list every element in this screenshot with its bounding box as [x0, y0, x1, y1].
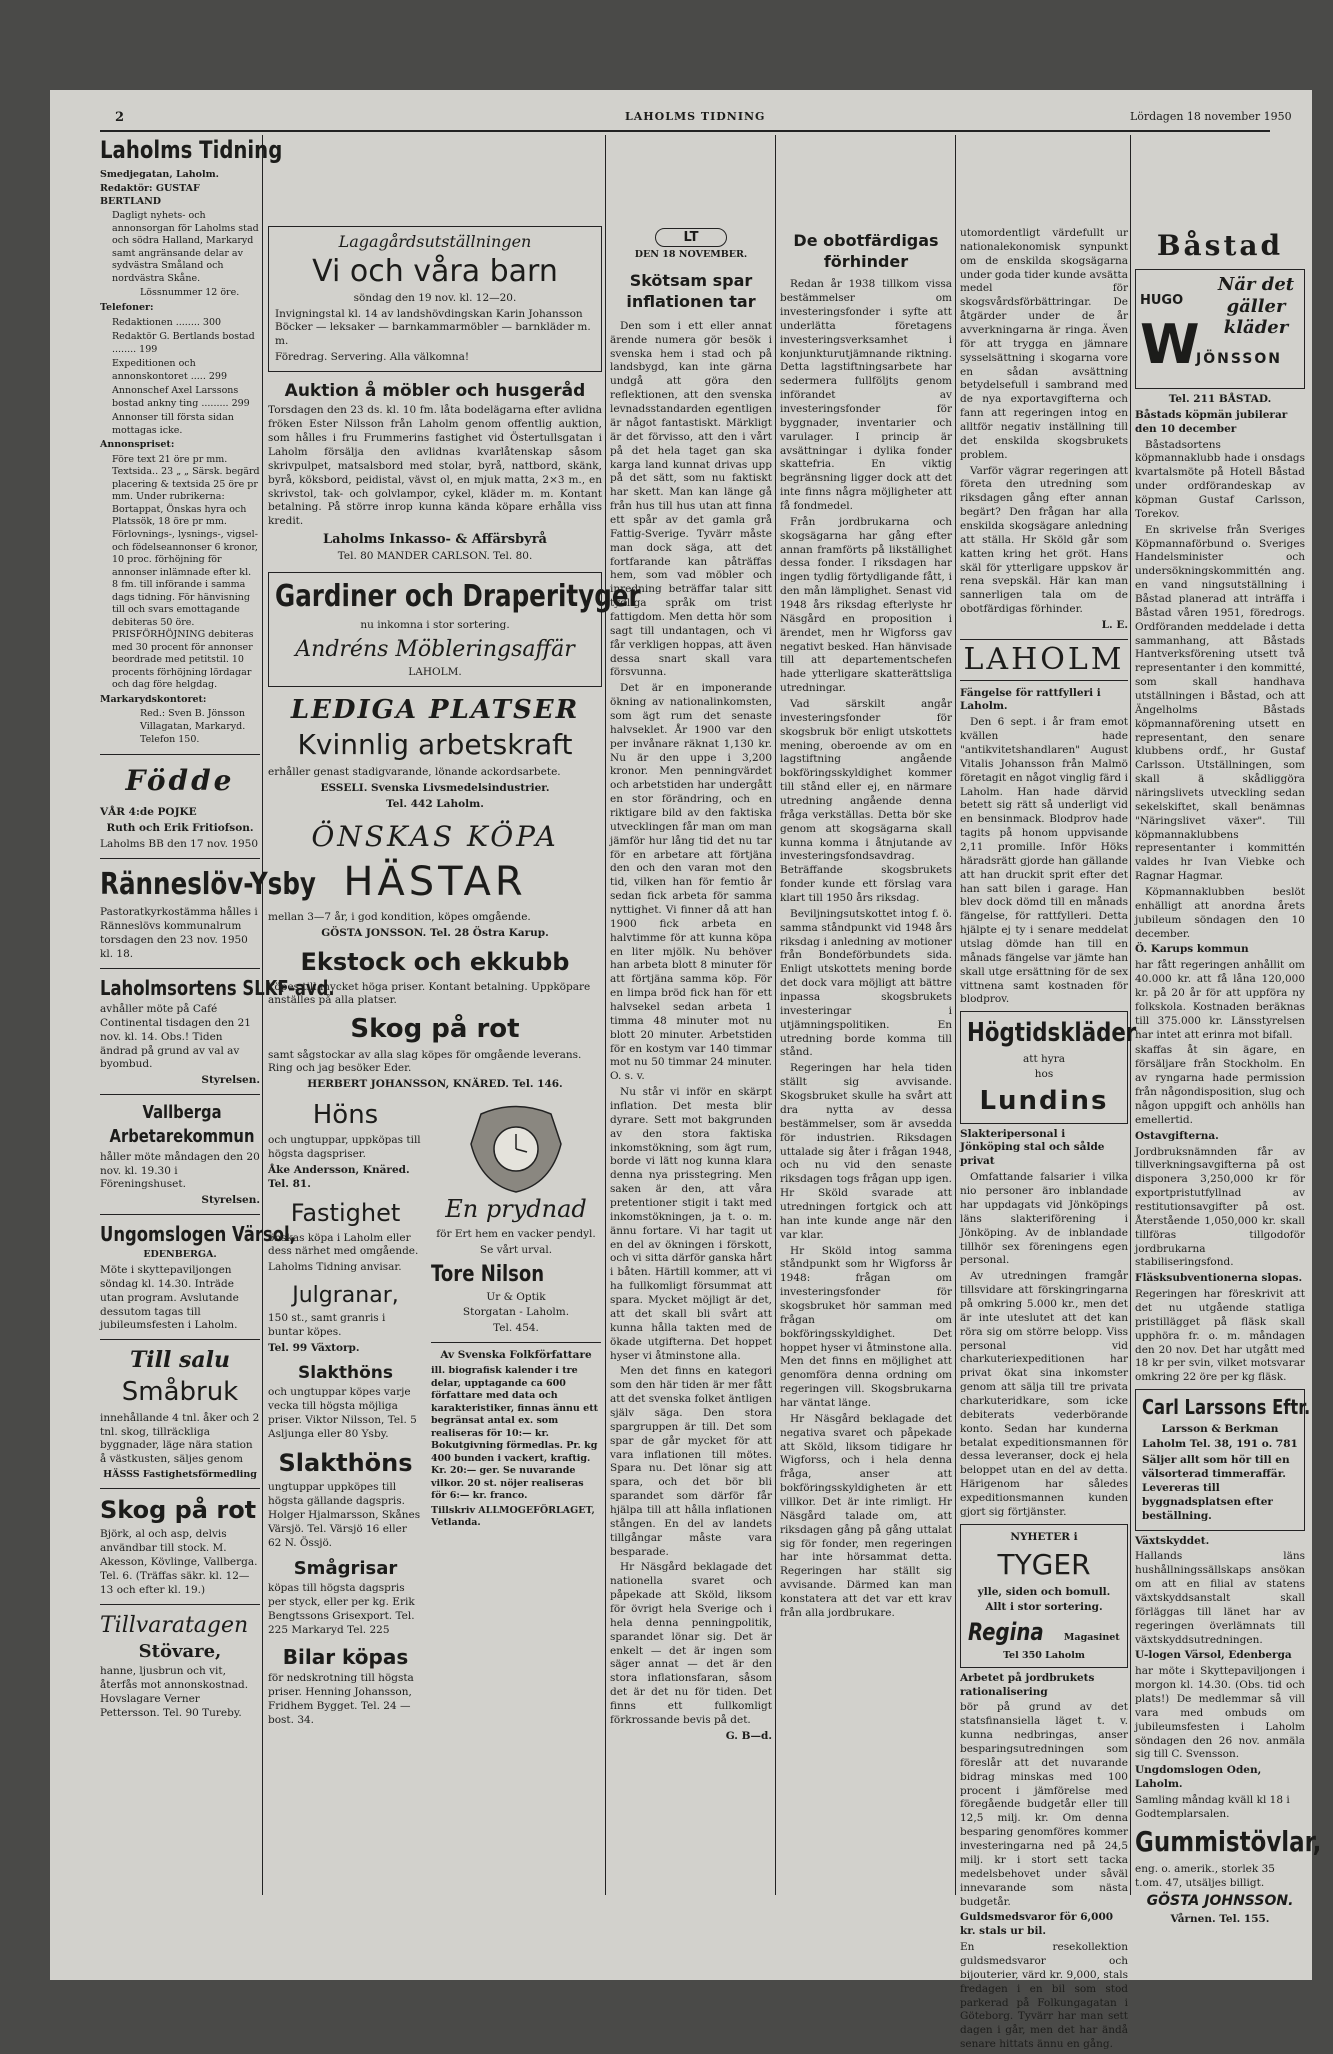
hugo-label: HUGO	[1140, 292, 1184, 308]
lagagard-title: Lagagårdsutställningen	[338, 232, 532, 251]
hons-heading: Höns	[312, 1100, 379, 1131]
smabruk-heading: Småbruk	[121, 1377, 239, 1408]
smabruk-sign: HÄSSS Fastighetsförmedling	[103, 1469, 257, 1481]
tyger-heading: TYGER	[997, 1547, 1091, 1581]
bilar-heading: Bilar köpas	[282, 1644, 409, 1669]
onskas-heading: ÖNSKAS KÖPA	[311, 820, 559, 854]
article-paragraph: Redan år 1938 tillkom vissa bestämmelser om investeringsfonder i syfte att underlätta företagens investeringsverksamhet i konjunkturutjämnande riktning. Detta lagstiftningsarbete har sedermera fullföljts genom införandet av investeringsfonder för byggnader, inventarier och varulager. I princip är avsättningar i dylika fonder skattefria. En viktig begränsning ligger dock att det inte finns några möjligheter att få fondmedel.	[780, 278, 952, 512]
markaryd-title: Markarydskontoret:	[100, 693, 207, 705]
laholm-sub: Fängelse för rattfylleri i Laholm.	[960, 686, 1101, 713]
fodde-text: VÅR 4:de POJKE	[100, 806, 197, 818]
editorial-sign: G. B—d.	[725, 1729, 772, 1742]
regina-heading: Regina	[968, 1618, 1044, 1647]
carl-sub: Larsson & Berkman	[1161, 1422, 1279, 1435]
kvinnlig-heading: Kvinnlig arbetskraft	[297, 727, 573, 761]
fastighet-text: önskas köpa i Laholm eller dess närhet med omgående.	[268, 1231, 419, 1258]
tyger-text2: Allt i stor sortering.	[985, 1601, 1103, 1614]
article-paragraph: Regeringen har hela tiden ställt sig avvisande. Skogsbruket skulle ha svårt att dra nytta av dessa bestämmelser, som är avsedda för industrien. Riksdagen uttalade sig åter i frågan 1948, och nu vid den senaste riksdagen togs frågan upp igen. Hr Sköld svarade att utredningen fortgick och att han inte kunde ange när den var klar.	[780, 1062, 952, 1241]
column-bastad	[1135, 228, 1322, 1929]
fastighet-heading: Fastighet	[290, 1198, 401, 1227]
carl-larsson-ad	[1135, 1389, 1311, 1530]
article-sign: L. E.	[1101, 619, 1128, 632]
skatter-heading: Slakteripersonal i Jönköping stal och sålde privat	[960, 1127, 1105, 1168]
phone-line: Redaktör G. Bertlands bostad ........ 199	[112, 331, 255, 355]
hugo-tel: Tel. 211 BÅSTAD.	[1168, 392, 1272, 405]
paper-name: LAHOLMS TIDNING	[625, 110, 766, 123]
carl-heading: Carl Larssons Eftr.	[1142, 1395, 1311, 1420]
gardiner-heading: Gardiner och Draperityger	[275, 579, 641, 615]
slakthons2-text: ungtuppar uppköpes till högsta gällande dagspris. Holger Hjalmarsson, Skånes Värsjö. Tel. Värsjö 16 eller 62 N. Össjö.	[268, 1481, 421, 1549]
carl-tel: Laholm Tel. 38, 191 o. 781	[1142, 1438, 1298, 1451]
gummi-text: eng. o. amerik., storlek 35 t.om. 47, utsäljes billigt.	[1135, 1862, 1275, 1889]
lediga-heading: LEDIGA PLATSER	[290, 694, 580, 725]
slkf-text: avhåller möte på Café Continental tisdagen den 21 nov. kl. 14. Obs.! Tiden ändrad på grund av val av byombud.	[100, 1003, 251, 1071]
masthead-address: Smedjegatan, Laholm.	[100, 168, 219, 180]
fastighet-sign: Laholms Tidning anvisar.	[268, 1261, 402, 1274]
carl-text: Säljer allt som hör till en välsorterad timmeraffär. Levereras till byggnadsplatsen efter beställning.	[1142, 1454, 1290, 1522]
lt-logo: LT	[655, 228, 727, 247]
skog-text: Björk, al och asp, delvis användbar till stock. M. Akesson, Kövlinge, Vallberga. Tel. 6. (Träffas säkr. kl. 12—13 och efter kl. 19.)	[100, 1528, 258, 1596]
article-title: De obotfärdigas förhinder	[793, 231, 939, 272]
julgranar-heading: Julgranar,	[292, 1283, 399, 1309]
editorial-paragraph: Det är en imponerande ökning av nationalinkomsten, som ägt rum det senaste halvseklet. År 1900 var den per invånare räknat 1,130 kr. Nu är den uppe i 3,200 kronor. Men penningvärdet och arbetstiden har undergått en stor förändring, och en riktigare bild av den faktiska utvecklingen får man om man jämför hur lång tid det nu tar för en arbetare att förtjäna den och den varan mot den tid, vilken han för femtio år sedan fick arbeta för samma nyttighet. Vi finner då att han 1900 fick arbeta en halvtimme för att kunna köpa en liter mjölk. Nu behöver han arbeta blott 8 minuter för att förtjäna samma köp. För en limpa bröd fick han för ett halvsekel sedan arbeta 1 timma 48 minuter mot nu blott 20 minuter. Arbetstiden för en kostym var 140 timmar mot nu 50 timmar 24 minuter. O. s. v.	[610, 682, 772, 1083]
column-news	[960, 225, 1137, 2054]
slkf-heading: Laholmsortens SLKF-avd.	[100, 975, 335, 1000]
masthead-about: Dagligt nyhets- och annonsorgan för Laholms stad och södra Halland, Markaryd samt angränsande delar av sydvästra Småland och nordvästra Skåne.	[112, 210, 259, 284]
slakthons2-heading: Slakthöns	[278, 1448, 413, 1477]
ostav-text: Jordbruksnämnden får av tillverkningsavgifterna på ost disponera 3,250,000 kr för exportpristutfyllnad av restitutionsavgifter på ost. Återstående 1,050,000 kr. skall tillföras tillgodoför jordbrukarna stabiliseringsfond.	[1135, 1145, 1305, 1269]
gummi-heading: Gummistövlar,	[1135, 1824, 1322, 1858]
slkf-sign: Styrelsen.	[201, 1074, 260, 1087]
tillsalu-heading: Till salu	[129, 1347, 231, 1374]
stovare-text: hanne, ljusbrun och vit, återfås mot annonskostnad. Hovslagare Verner Pettersson. Tel. 90 Tureby.	[100, 1665, 249, 1719]
lagagard-ad	[268, 226, 602, 372]
masthead-editor: Redaktör: GUSTAF BERTLAND	[100, 183, 200, 207]
ulogen-heading: U-logen Värsol, Edenberga	[1135, 1649, 1292, 1662]
editorial-paragraph: Den som i ett eller annat ärende numera gör besök i svenska hem i stad och på landsbygd, kan inte gärna undgå att göra den reflektionen, att den svenska levnadsstandarden egentligen är något fantastiskt. Märkligt är det förvisso, att den i vårt på det hela taget gan ska karga land kunnat drivas upp på det sätt, som nu faktiskt har skett. Man kan länge gå från hus till hus utan att finna ett spår av det gamla grå Fattig-Sverige. Tyvärr måste man dock säga, att det fortfarande kan påträffas hem, som vad möbler och inredning beträffar talar sitt tydliga språk om trist fattigdom. Men detta hör som sagt till undantagen, och vi får verkligen hoppas, att även dessa snart skall vara försvunna.	[610, 319, 772, 679]
tyger-ad	[960, 1524, 1128, 1668]
article-paragraph: Vad särskilt angår investeringsfonder för skogsbruk bör enligt utskottets mening, oberoende av om en lagstiftning angående bokföringsskyldighet kommer till stånd eller ej, en närmare utredning angående denna fråga verkställas. Detta bör ske genom att skogsägarna skall kunna komma i åtnjutande av investeringsfondsavdrag. Beträffande skogsbrukets fonder kunde ett förslag vara klart till 1950 års riksdag.	[780, 698, 952, 905]
stovare-heading: Stövare,	[138, 1640, 222, 1662]
tore-heading: Tore Nilson	[431, 1261, 545, 1287]
lagagard-text: Invigningstal kl. 14 av landshövdingskan Karin Johansson Böcker — leksaker — barnkammarmöbler — barnkläder m. m.	[275, 307, 591, 348]
hons-sign: Åke Andersson, Knäred. Tel. 81.	[268, 1164, 410, 1191]
vallberga-sign: Styrelsen.	[201, 1194, 260, 1207]
smagris-heading: Smågrisar	[293, 1557, 398, 1579]
guld-heading: Guldsmedsvaror för 6,000 kr. stals ur bil.	[960, 1911, 1114, 1938]
page-header	[70, 110, 1293, 130]
arbete-text: bör på grund av det statsfinansiella läget t. v. kunna nedbringas, anser besparingsutredningen som föreslår att det nuvarande bidrag minskas med 100 procent i jämförelse med föregående budgetår eller till 12,5 milj. kr. Om denna besparing genomföres kommer investeringarna ned på 24,5 milj. kr i stort sett tacka medelsbehovet under såväl innevarande som nästa budgetår.	[960, 1701, 1128, 1908]
editorial-paragraph: Nu står vi inför en skärpt inflation. Det mesta blir dyrare. Sett mot bakgrunden av den stora faktiska inkomstökning, som ägt rum, borde vi lätt nog kunna klara denna nya prisstegring. Men saken är den, att våra pretentioner stigit i takt med inkomstökningen, ja t. o. m. ännu fortare. Vi har tagit ut en del av ökningen i förskott, och vi sitta därför ganska hårt i båten. Härtill kommer, att vi ha fullkomligt försummat att spara. Mycket möjligt är det, att det skall bli svårt att kunna hålla takten med de ökade utgifterna. Det hoppet hyser vi åtminstone alla.	[610, 1086, 772, 1362]
skogrot-text: samt sågstockar av alla slag köpes för omgående leverans. Ring och jag besöker Eder.	[268, 1048, 582, 1075]
article-continued: utomordentligt värdefullt ur nationalekonomisk synpunkt om de enskilda skogsägarna under goda tider kunde avsätta medel för skogsvårdsförbättringar. De åtgärder under de år avverkningarna är ringa. Även för att trygga en jämnare sysselsättning i skogarna vore en sådan avsättning betydelsefull i sambrand med de nya exportavgifterna och fann att regeringen intog en alltför negativ inställning till det enskilda skogsbrukets problem.	[960, 227, 1128, 461]
hogtid-sub: att hyra	[1022, 1052, 1065, 1065]
editorial-paragraph: Men det finns en kategori som den här tiden är mer fått att det svenska folket äntligen själv säga. Den stora spargruppen är till. Det som spar de går mycket för att vara inflationen till mötes. Spara nu. Det lönar sig att spara, och det bör bli sparandet som därför får hjälpa till att hålla inflationen stången. En del av landets tillgångar måste vara besparade.	[610, 1365, 772, 1558]
auktion-heading: Auktion å möbler och husgeråd	[284, 381, 586, 401]
prydnad-text: för Ert hem en vacker pendyl.	[436, 1227, 596, 1240]
arbete-heading: Arbetet på jordbrukets rationalisering	[960, 1671, 1095, 1698]
skatter-text: Omfattande falsarier i vilka nio personer äro inblandade har uppdagats vid Jönköpings läns slakteriförening i Jönköping. Av de inblandade tillhör sex föreningens egen personal.	[960, 1171, 1128, 1267]
bilar-text: för nedskrotning till högsta priser. Henning Johansson, Fridhem Bygget. Tel. 24 — bost. 34.	[268, 1672, 414, 1726]
forf-heading: Av Svenska Folkförfattare	[440, 1349, 592, 1362]
forf-text: ill. biografisk kalender i tre delar, upptagande ca 600 författare med data och karakteristiker, finnas ännu ett begränsat antal ex. som realiseras för 10:— kr. Bokutgivning förmedlas. Pr. kg 400 bunden i vackert, kraftig. Kr. 20:— ger. Se nuvarande vilkor. 20 st. nöjer realiseras för 6:— kr. franco.	[431, 1364, 598, 1502]
vallberga-heading: Vallberga Arbetarekommun	[109, 1102, 255, 1147]
hons-text: och ungtuppar, uppköpas till högsta dagspriser.	[268, 1134, 421, 1161]
slakthons1-text: och ungtuppar köpes varje vecka till högsta möjliga priser. Viktor Nilsson, Tel. 5 Asljunga eller 80 Ysby.	[268, 1386, 417, 1440]
fodde-heading: Födde	[125, 764, 235, 798]
small-ads-right	[431, 1098, 601, 1729]
phone-line: Annonschef Axel Larssons bostad ankny ting ......... 299	[112, 385, 250, 409]
column-ads	[268, 222, 641, 1730]
rannes-text: Pastoratkyrkostämma hålles i Ränneslövs kommunalrum torsdagen den 23 nov. 1950 kl. 18.	[100, 906, 258, 960]
hastar-text: mellan 3—7 år, i god kondition, köpes omgående.	[268, 911, 531, 924]
tyger-text: ylle, siden och bomull.	[977, 1585, 1111, 1598]
julgranar-text: 150 st., samt granris i buntar köpes.	[268, 1312, 386, 1339]
laholm-text: Den 6 sept. i år fram emot kvällen hade "antikvitetshandlaren" August Vitalis Johansson från Malmö företagit en något vinglig färd i Laholm. Han hade därvid betett sig rätt så underligt vid en bensinmack. Blodprov hade tagits på honom uppvisande 2,11 promille. Inför Höks häradsrätt gjorde han gällande att han druckit sprit efter det han satt bilen i garage. Han blev dock dömd till en månads fängelse, för rattfylleri. Detta hjälpte ej ty i senare meddelat utslag dömde han till en månads fängelse var jämte han skall utge ersättning för de sex vittnena samt kostnaden för blodprov.	[960, 716, 1128, 1006]
jub-heading: Båstads köpmän jubilerar den 10 december	[1135, 408, 1288, 435]
price-title: Annonspriset:	[100, 439, 175, 451]
gardiner-sub: nu inkomna i stor sortering.	[360, 618, 510, 631]
lagagard-main: Vi och våra barn	[312, 254, 558, 290]
vaxt-heading: Växtskyddet.	[1135, 1534, 1210, 1547]
fodde-place: Laholms BB den 17 nov. 1950	[100, 837, 259, 850]
karup-text: har fått regeringen anhållit om 40.000 kr. att få låna 120,000 kr. på 20 år för att uppföra ny folkskola. Kostnaden beräknas till 375.000 kr. Länsstyrelsen har intet att erinra mot bifall.	[1135, 959, 1305, 1041]
pendulum-clock-illustration	[441, 1104, 591, 1194]
column-article	[780, 230, 952, 1623]
oden-text: Samling måndag kväll kl 18 i Godtemplarsalen.	[1135, 1793, 1290, 1820]
page-number: 2	[115, 110, 125, 125]
masthead-title: Laholms Tidning	[100, 136, 283, 164]
hugo-jonsson-ad	[1135, 269, 1305, 389]
phones-title: Telefoner:	[100, 301, 154, 313]
tillvara-heading: Tillvaratagen	[100, 1612, 249, 1638]
phone-line: Redaktionen ........ 300	[112, 316, 222, 328]
auktion-tel: Tel. 80 MANDER CARLSON. Tel. 80.	[337, 550, 533, 563]
slakthons1-heading: Slakthöns	[298, 1362, 393, 1383]
skogrot-heading: Skog på rot	[350, 1014, 520, 1045]
julgranar-tel: Tel. 99 Växtorp.	[268, 1341, 360, 1354]
gummi-sign: GÖSTA JOHNSSON.	[1146, 1893, 1294, 1910]
editorial-title: Skötsam spar inflationen tar	[626, 270, 756, 311]
fodde-names: Ruth och Erik Fritiofson.	[106, 821, 254, 834]
phone-note: Annonser till första sidan mottagas icke.	[112, 412, 234, 436]
rannes-heading: Ränneslöv-Ysby	[100, 866, 316, 902]
ekstock-text: köpes till mycket höga priser. Kontant betalning. Uppköpare anställes på alla platser.	[268, 980, 591, 1007]
guld-text: En resekollektion guldsmedsvaror och bijouterier, värd kr. 9,000, stals fredagen i en bil som stod parkerad på Folkungagatan i Göteborg. Tyvärr har man sett dagen i går, men det har ändå senare hittats ännu en gång.	[960, 1941, 1128, 2051]
ungom-text: Möte i skyttepaviljongen söndag kl. 14.30. Inträde utan program. Avslutande dessutom tagas till jubileumsfesten i Laholm.	[100, 1264, 239, 1332]
regina-sub: Magasinet Tel 350 Laholm	[1003, 1632, 1120, 1661]
karup-heading: Ö. Karups kommun	[1135, 943, 1249, 956]
jub-text: En skrivelse från Sveriges Köpmannaförbund o. Sveriges Handelsminister och undersökningskommittén ang. en vand ningsutställning i Båstad planerad att inträffa i Båstad våren 1951, föredrogs. Ordföranden meddelade i detta sammanhang, att Båstads Hantverksförening utsett två representanter i den kommitté, som skall handhava utställningen i Båstad, och att Ängelholms Båstads köpmannaförening utsett en representant, den senare klubbens ordf., hr Gustaf Carlsson. Utställningen, som skall ä skådliggöra näringslivets utveckling sedan sekelskiftet, skall benämnas "Näringslivet växer". Till köpmannaklubbens representanter i kommittén valdes hr Ivan Viebke och Ragnar Hagmar.	[1135, 523, 1305, 883]
skatter-text: Av utredningen framgår tillsvidare att förskingringarna på omkring 5.000 kr., men det är inte uteslutet att det kan röra sig om större belopp. Viss personal vid charkuteriexpeditionen har privat ökat sina inkomster genom att sälja till tre privata charkuteridkare, som icke debiterats vederbörande konto. Sedan har kunderna betalat expeditionsmannen för dessa leveranser, dock ej hela beloppet utan en del av detta. Härigenom har således expeditionsmannen kunden gjort sig förtjänster.	[960, 1270, 1128, 1518]
auktion-sign: Laholms Inkasso- & Affärsbyrå	[323, 532, 547, 548]
flask-heading: Fläsksubventionerna slopas.	[1135, 1272, 1303, 1285]
auktion-text: Torsdagen den 23 ds. kl. 10 fm. låta bodelägarna efter avlidna fröken Ester Nilsson från Laholm genom offentlig auktion, som hålles i fru Frummerins fastighet vid Östertullsgatan i Laholm försälja den avlidnas kvarlåtenskap såsom skrivpulpet, matsalsbord med stolar, byrå, nattbord, skänk, byrå, köksbord, peidistal, vävst ol, en mjuk matta, 2×3 m., en skrivstol, tak- och golvlampor, cykel, kläder m. m. Kontant betalning. På större inrop kunna kända köpare erhålla viss kredit.	[268, 404, 602, 528]
hogtid-heading: Högtidskläder	[967, 1018, 1137, 1049]
karup-text: skaffas åt sin ägare, en försäljare från Stockholm. En av ryngarna hade permission från någondisposition, slug och någon uppgift och anhölls han emellertid.	[1135, 1044, 1305, 1126]
vallberga-text: håller möte måndagen den 20 nov. kl. 19.30 i Föreningshuset.	[100, 1150, 260, 1191]
tore-sub: Ur & Optik	[486, 1290, 546, 1303]
tyger-top: NYHETER i	[1010, 1530, 1078, 1543]
lt-date: DEN 18 NOVEMBER.	[634, 249, 748, 261]
hogtid-ad	[960, 1011, 1137, 1123]
markaryd-text: Red.: Sven B. Jönsson Villagatan, Markaryd. Telefon 150.	[140, 708, 246, 745]
kvinnlig-text: erhåller genast stadigvarande, lönande ackordsarbete.	[268, 765, 561, 778]
oden-heading: Ungdomslogen Oden, Laholm.	[1135, 1764, 1262, 1791]
article-continued: Varför vägrar regeringen att företa den utredning som riksdagen gång efter annan begärt? Den frågan har alla enskilda skogsägare anledning att ställa. Hr Sköld går som katten kring het gröt. Hans skäl för ytterligare uppskov är rena svepskäl. Här kan man sannerligen tala om de obotfärdigas förhinder.	[960, 464, 1128, 616]
article-paragraph: Hr Sköld intog samma ståndpunkt som hr Wigforss år 1948: frågan om investeringsfonder för skogsbruket hör samman med frågan om bokföringsskyldighet. Det hoppet hyser vi åtminstone alla. Men det finns en möjlighet att genomföra denna ordning om regeringen vill. Skogsbrukarna har väntat länge.	[780, 1244, 952, 1409]
article-paragraph: Beviljningsutskottet intog f. ö. samma ståndpunkt vid 1948 års riksdag i anledning av motioner från Bondeförbundets sida. Enligt utskottets mening borde det dock vara möjligt att bättre inpassa skogsbrukets investeringar i utjämningspolitiken. En utredning borde komma till stånd.	[780, 907, 952, 1059]
masthead-subscription: Lössnummer 12 öre.	[140, 287, 240, 299]
jub-text: Köpmannaklubben beslöt enhälligt att anordna årets jubileum söndagen den 10 december.	[1135, 886, 1305, 940]
ostav-heading: Ostavgifterna.	[1135, 1129, 1219, 1142]
esseli-tel: Tel. 442 Laholm.	[386, 797, 484, 810]
small-ads-left	[268, 1098, 423, 1729]
tore-tel: Tel. 454.	[493, 1322, 539, 1335]
issue-date: Lördagen 18 november 1950	[1130, 110, 1292, 123]
andrens-heading: Andréns Möbleringsaffär	[295, 636, 575, 662]
lagagard-date: söndag den 19 nov. kl. 12—20.	[353, 291, 517, 304]
andrens-place: LAHOLM.	[408, 665, 462, 678]
smagris-text: köpas till högsta dagspris per styck, eller per kg. Erik Bengtssons Grisexport. Tel. 225 Markaryd Tel. 225	[268, 1582, 415, 1636]
jub-text: Båstadsortens köpmannaklubb hade i onsdags kvartalsmöte på Hotell Båstad under ordförandeskap av köpman Gustaf Carlsson, Torekov.	[1135, 438, 1305, 520]
gardiner-ad	[268, 572, 641, 686]
hugo-w-logo: W	[1140, 312, 1200, 376]
lagagard-foot: Föredrag. Servering. Alla välkomna!	[275, 351, 470, 364]
hugo-slogan: När det gäller kläder	[1217, 273, 1295, 339]
skogrot-sign: HERBERT JOHANSSON, KNÄRED. Tel. 146.	[307, 1078, 563, 1091]
lundins-heading: Lundins	[979, 1086, 1109, 1117]
ekstock-heading: Ekstock och ekkubb	[300, 947, 570, 976]
forf-sign: Tillskriv ALLMOGEFÖRLAGET, Vetlanda.	[431, 1504, 595, 1529]
skog-heading: Skog på rot	[100, 1495, 257, 1524]
article-paragraph: Hr Näsgård beklagade det negativa svaret och påpekade att Sköld, liksom tidigare hr Wigforss, och i hela denna fråga, anser att bokföringsskyldigheten är ett villkor. Det är inte rimligt. Hr Näsgård talade om, att riksdagen gång på gång uttalat sig för fonder, men regeringen har inte hörsammat detta. Regeringen har ställt sig avvisande. Därmed kan man konstatera att det var ett krav från alla jordbrukare.	[780, 1412, 952, 1619]
esseli-sign: ESSELI. Svenska Livsmedelsindustrier.	[320, 781, 550, 794]
editorial-paragraph: Hr Näsgård beklagade det nationella svaret och påpekade att Sköld, liksom för övrigt hela Sverige och i hela denna penningpolitik, sparandet lönar sig. Det är enkelt — det är ingen som säger annat — det är den stora inflationsfaran, såsom det är det nu för tiden. Det finns ett fullkomligt förkrossande bevis på det.	[610, 1561, 772, 1726]
article-paragraph: Från jordbrukarna och skogsägarna har gång efter annan framförts på likställighet dessa fonder. I riksdagen har ingen tydlig förtydligande fått, i den mån lämplighet. Senast vid 1948 års riksdag efterlyste hr Näsgård en proposition i ärendet, men hr Wigforss gav negativt besked. Han hänvisade till att departementschefen hade ytterligare skatterättsliga utredningar.	[780, 515, 952, 695]
prydnad-text2: Se vårt urval.	[479, 1243, 553, 1256]
phone-line: Expeditionen och annonskontoret ..... 299	[112, 358, 227, 382]
smabruk-text: innehållande 4 tnl. åker och 2 tnl. skog, tillräckliga byggnader, läge nära station å västkusten, säljes genom	[100, 1411, 260, 1466]
hastar-sign: GÖSTA JONSSON. Tel. 28 Östra Karup.	[321, 926, 549, 939]
price-text: Före text 21 öre pr mm. Textsida.. 23 „ „ Särsk. begärd placering & textsida 25 öre pr mm. Under rubrikerna: Bortappat, Önskas hyra och Platssök, 18 öre pr mm. Förlovnings-, lysnings-, vigsel- och födelseannonser 6 kronor, 10 proc. förhöjning för annonser inlämnade efter kl. 8 fm. till införande i samma dags tidning. För hänvisning till och svars emottagande debiteras 50 öre. PRISFÖRHÖJNING debiteras med 30 procent för annonser beordrade med petitstil. 10 procents förhöjning lördagar och dag före helgdag.	[112, 453, 260, 691]
jonsson-label: JÖNSSON	[1196, 350, 1282, 367]
hastar-heading: HÄSTAR	[343, 859, 527, 906]
vaxt-text: Hallands läns hushållningssällskaps ansökan om att en filial av statens växtskyddsanstalt skall förläggas till länet har av regeringen överlämnats till växtskyddsutredningen.	[1135, 1550, 1305, 1646]
column-editorial	[610, 228, 772, 1746]
ungom-sub: EDENBERGA.	[143, 1249, 217, 1261]
tore-addr: Storgatan - Laholm.	[462, 1306, 570, 1319]
flask-text: Regeringen har föreskrivit att det nu utgående statliga pristillägget på fläsk skall upphöra fr. o. m. måndagen den 20 nov. Det har utgått med 18 kr per svin, vilket motsvarar omkring 22 öre per kg fläsk.	[1135, 1288, 1305, 1384]
bastad-heading: Båstad	[1156, 229, 1284, 262]
prydnad-heading: En prydnad	[445, 1195, 587, 1224]
ulogen-text: har möte i Skyttepaviljongen i morgon kl. 14.30. (Obs. tid och plats!) De medlemmar så vill vara med ombuds om jubileumsfesten i Laholm söndagen den 26 nov. anmäla sig till C. Svensson.	[1135, 1665, 1305, 1761]
ungom-heading: Ungomslogen Värsol,	[100, 1222, 296, 1247]
laholm-heading: LAHOLM	[960, 639, 1128, 681]
gummi-tel: Vårnen. Tel. 155.	[1170, 1912, 1270, 1925]
hogtid-sub2: hos	[1034, 1068, 1054, 1081]
